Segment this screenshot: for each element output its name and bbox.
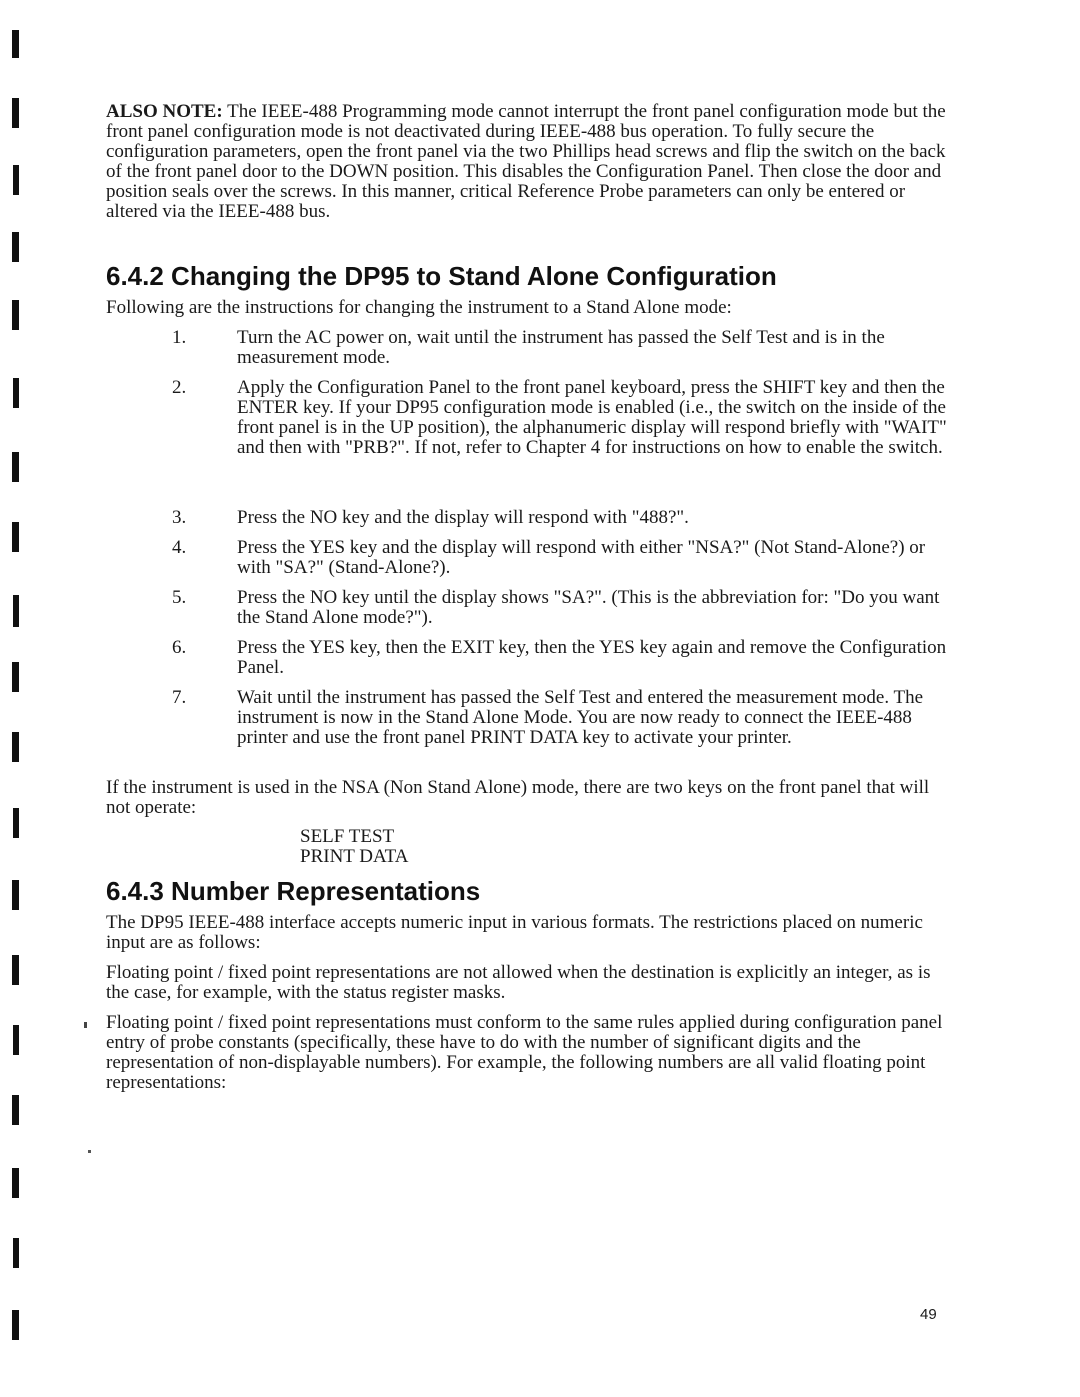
section-643-paragraph-3: Floating point / fixed point representations must conform to the same rules applied during configuration panel entry of probe constants (specifically, these have to do with the number of significant digits and the representation of non-displayable numbers). For example, the following numbers are all valid floating point representations: <box>106 1012 943 1093</box>
section-643-paragraph-2: Floating point / fixed point representations are not allowed when the destination is explicitly an integer, as is the case, for example, with the status register masks. <box>106 962 931 1003</box>
binding-mark <box>12 300 19 330</box>
binding-mark <box>12 232 19 262</box>
step-number: 1. <box>172 327 187 348</box>
step-text: Press the YES key and the display will respond with either "NSA?" (Not Stand-Alone?) or with "SA?" (Stand-Alone?). <box>237 537 926 578</box>
binding-mark <box>13 1025 19 1055</box>
margin-bullet-mark <box>84 1022 87 1028</box>
binding-mark <box>13 595 19 627</box>
binding-mark <box>12 1310 19 1340</box>
step-number: 7. <box>172 687 187 708</box>
step-text: Press the NO key until the display shows "SA?". (This is the abbreviation for: "Do you want the Stand Alone mode?"). <box>237 587 940 628</box>
section-643-paragraph-1: The DP95 IEEE-488 interface accepts numeric input in various formats. The restrictions placed on numeric input are as follows: <box>106 912 923 953</box>
page-number: 49 <box>920 1306 937 1323</box>
binding-mark <box>12 1095 19 1125</box>
binding-mark <box>13 378 19 408</box>
section-643-heading: 6.4.3 Number Representations <box>106 876 481 906</box>
binding-mark <box>13 165 19 195</box>
step-number: 3. <box>172 507 187 528</box>
binding-mark <box>13 808 19 838</box>
binding-edge-marks <box>0 0 30 1397</box>
binding-mark <box>12 880 19 910</box>
step-number: 6. <box>172 637 187 658</box>
disabled-key-print-data: PRINT DATA <box>300 846 409 867</box>
binding-mark <box>12 98 19 128</box>
also-note-text: The IEEE-488 Programming mode cannot interrupt the front panel configuration mode but the front panel configuration mode is not deactivated during IEEE-488 bus operation. To fully secure the configuration parameters, open the front panel via the two Phillips head screws and flip the switch on the back of the front panel door to the DOWN position. This disables the Configuration Panel. Then close the door and position seals over the screws. In this manner, critical Reference Probe parameters can only be entered or altered via the IEEE-488 bus. <box>106 101 946 222</box>
disabled-key-self-test: SELF TEST <box>300 826 395 847</box>
section-642-intro: Following are the instructions for changing the instrument to a Stand Alone mode: <box>106 297 732 318</box>
also-note-paragraph <box>106 102 956 222</box>
step-number: 4. <box>172 537 187 558</box>
step-text: Apply the Configuration Panel to the front panel keyboard, press the SHIFT key and then the ENTER key. If your DP95 configuration mode is enabled (i.e., the switch on the inside of the front panel is in the UP position), the alphanumeric display will respond briefly with "WAIT" and then with "PRB?". If not, refer to Chapter 4 for instructions on how to enable the switch. <box>237 377 947 458</box>
binding-mark <box>12 452 19 482</box>
binding-mark <box>12 522 19 552</box>
section-642-heading: 6.4.2 Changing the DP95 to Stand Alone Configuration <box>106 261 777 291</box>
binding-mark <box>12 1168 19 1198</box>
step-text: Press the NO key and the display will respond with "488?". <box>237 507 689 528</box>
also-note-label: ALSO NOTE: <box>106 101 223 122</box>
step-text: Press the YES key, then the EXIT key, then the YES key again and remove the Configuration Panel. <box>237 637 947 678</box>
scan-speck <box>88 1150 91 1153</box>
nsa-note-paragraph: If the instrument is used in the NSA (Non Stand Alone) mode, there are two keys on the front panel that will not operate: <box>106 777 930 818</box>
binding-mark <box>12 30 19 58</box>
binding-mark <box>13 1238 19 1268</box>
binding-mark <box>12 662 19 692</box>
step-number: 2. <box>172 377 187 398</box>
step-text: Turn the AC power on, wait until the instrument has passed the Self Test and is in the measurement mode. <box>237 327 885 368</box>
binding-mark <box>12 955 19 985</box>
step-text: Wait until the instrument has passed the Self Test and entered the measurement mode. The instrument is now in the Stand Alone Mode. You are now ready to connect the IEEE-488 printer and use the front panel PRINT DATA key to activate your printer. <box>237 687 924 748</box>
binding-mark <box>12 732 19 762</box>
step-number: 5. <box>172 587 187 608</box>
